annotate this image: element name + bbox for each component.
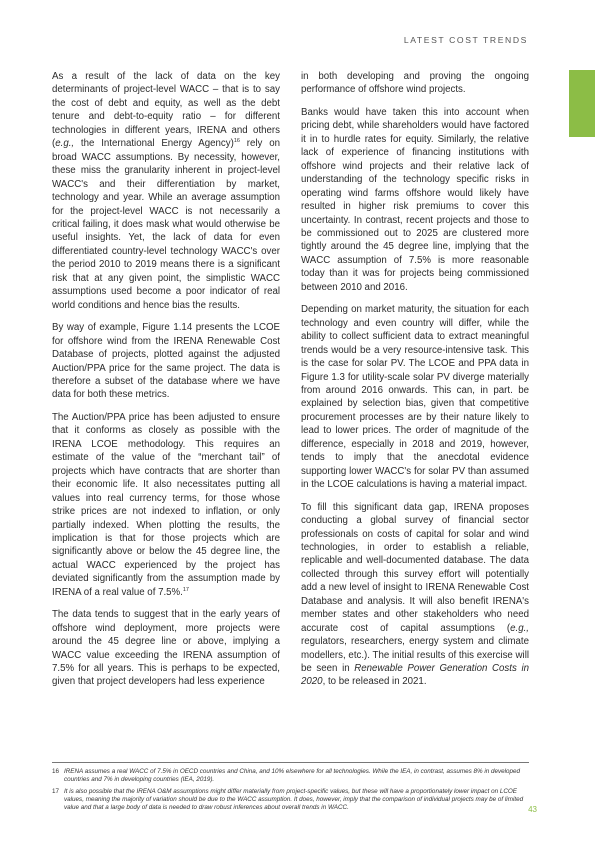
footnote-ref-17: 17 xyxy=(182,586,189,593)
footnotes xyxy=(52,768,529,815)
paragraph-data-tends: The data tends to suggest that in the early years of offshore wind deployment, more projects were around the 45 degree line or above, implying a WACC value exceeding the IRENA assumption of 7.5% for all years. This is perhaps to be expected, given that project developers had less experience xyxy=(52,609,280,688)
paragraph-continuation: in both developing and proving the ongoing performance of offshore wind projects. xyxy=(301,71,529,96)
footnote-number: 17 xyxy=(52,787,60,795)
right-column xyxy=(301,70,529,698)
paragraph-figure-example: By way of example, Figure 1.14 presents the LCOE for offshore wind from the IRENA Renewable Cost Database of projects, plotted against the adjusted Auction/PPA price for the same project. The data is therefore a subset of the database where we have data for both these metrics. xyxy=(52,322,280,401)
paragraph-banks: Banks would have taken this into account when pricing debt, while shareholders would have factored it in to hurdle rates for equity. Similarly, the relative lack of experience of financing institutions with offshore wind projects and their relative lack of understanding of the technology specific risks in operating wind farms offshore would likely have resulted in higher risk premiums to cover this uncertainty. In contrast, recent projects and those to be commissioned out to 2025 are clustered more tightly around the 45 degree line, implying that the WACC assumption of 7.5% is more reasonable today than it was for projects being commissioned between 2010 and 2016. xyxy=(301,106,529,293)
footnote-divider xyxy=(52,762,529,763)
chapter-side-tab xyxy=(569,70,595,137)
footnote-17 xyxy=(52,788,529,813)
footnote-text: IRENA assumes a real WACC of 7.5% in OECD countries and China, and 10% elsewhere for all technologies. While the IEA, in contrast, assumes 8% in developed countries and 7% in developing countries (IEA, 2019). xyxy=(64,768,521,784)
paragraph-auction-ppa: The Auction/PPA price has been adjusted to ensure that it conforms as closely as possible with the IRENA LCOE methodology. This requires an estimate of the value of the “merchant tail” of projects which have contracts that are shorter than their economic life. It also necessitates putting all values into real currency terms, for those whose strike prices are not indexed to inflation, or only partially indexed. When plotting the results, the implication is that for those projects which are significantly above or below the 45 degree line, the actual WACC experienced by the project has deviated significantly from the assumption made by IRENA of a real value of 7.5%.$^{17}$ xyxy=(52,411,280,598)
paragraph-market-maturity: Depending on market maturity, the situation for each technology and even country will differ, while the ability to collect sufficient data to extract meaningful trends would be a very resource-intensive task. This is the case for solar PV. The LCOE and PPA data in Figure 1.3 for utility-scale solar PV diverge materially from around 2016 onwards. This can, in part. be explained by selection bias, given that competitive procurement processes are by their nature likely to lead to lower prices. The order of magnitude of the difference, especially in 2018 and 2019, however, tends to imply that the anecdotal evidence supporting lower WACC's for solar PV than assumed in the LCOE calculations is having a material impact. xyxy=(301,304,529,491)
footnote-number: 16 xyxy=(52,768,60,775)
paragraph-wacc-lack-of-data: As a result of the lack of data on the key determinants of project-level WACC – that is to say the cost of debt and equity, as well as the debt tenure and debt-to-equity ratio – for different technologies in different years, IRENA and others (e.g., the International Energy Agency)$^{16}$ rely on broad WACC assumptions. By necessity, however, these miss the granularity inherent in project-level WACC's and their differentiation by market, technology and year. While an average assumption for the project-level WACC is not necessarily a critical failing, it does mask what would otherwise be useful insights. Yet, the lack of data for even differentiated country-level technology WACC's over the period 2010 to 2019 means there is a significant risk that at any given point, the simplistic WACC assumptions used become a poor indicator of real world conditions and hence bias the results. xyxy=(52,71,280,311)
page-number: 43 xyxy=(528,805,537,814)
footnote-ref-16: 16 xyxy=(233,138,240,145)
left-column xyxy=(52,70,280,698)
footnote-16 xyxy=(52,768,529,785)
footnote-text: It is also possible that the IRENA O&M assumptions might differ materially from project-specific values, but these will have a proportionately lower impact on LCOE values, meaning the majority of variation should be due to the WACC assumption. It does, however, imply that the comparison of individual projects may be of limited value and that a large body of data is needed to draw robust inferences about overall trends in WACC. xyxy=(64,787,524,812)
running-header: LATEST COST TRENDS xyxy=(403,35,528,45)
paragraph-survey-proposal: To fill this significant data gap, IRENA proposes conducting a global survey of financial sector professionals on costs of capital for solar and wind technologies, in order to establish a reliable, replicable and well-documented database. The data collected through this survey effort will potentially add a new level of insight to IRENA Renewable Cost Database and analysis. It will also benefit IRENA's member states and other stakeholders who need accurate cost of capital assumptions (e.g., regulators, researchers, energy system and climate modellers, etc.). The initial results of this exercise will be seen in Renewable Power Generation Costs in 2020, to be released in 2021. xyxy=(301,501,529,688)
